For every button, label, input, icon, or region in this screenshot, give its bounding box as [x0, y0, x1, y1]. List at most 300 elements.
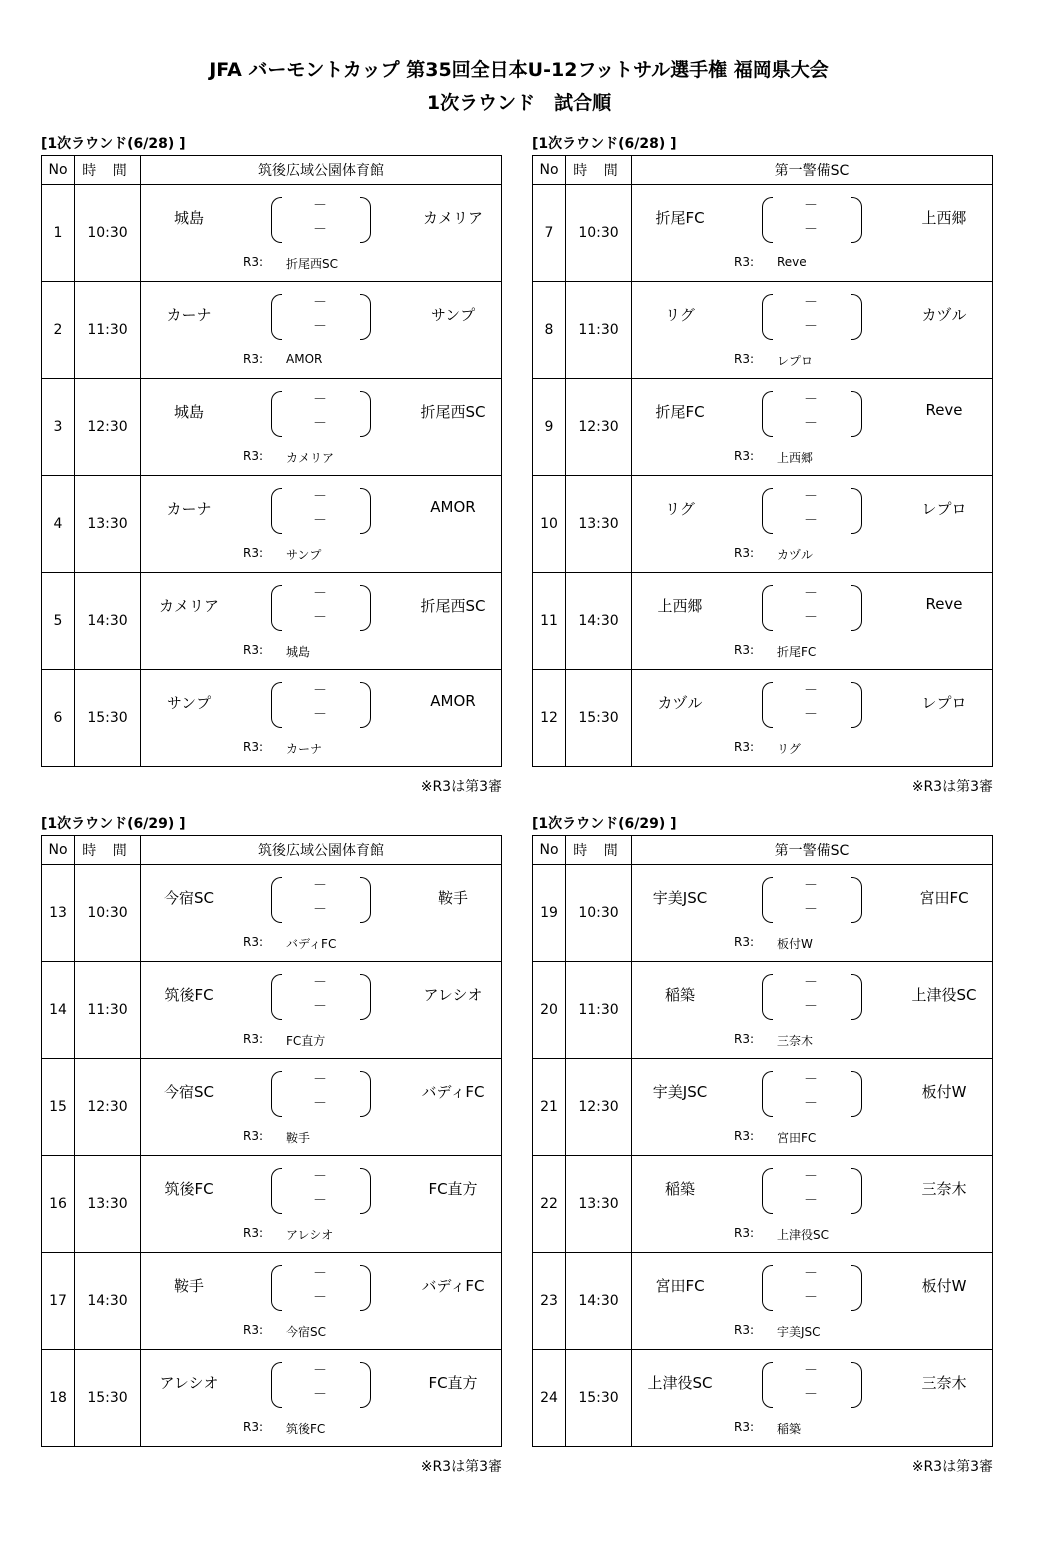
- left-bracket: [271, 877, 282, 923]
- schedule-table: [41, 835, 502, 1447]
- home-score: －: [313, 586, 327, 602]
- r3-label: R3:: [734, 935, 755, 949]
- match-time: 14:30: [75, 1253, 141, 1350]
- r3-label: R3:: [734, 255, 755, 269]
- home-team: 今宿SC: [164, 1083, 214, 1101]
- r3-label: R3:: [243, 740, 264, 754]
- r3-label: R3:: [243, 1032, 264, 1046]
- right-bracket: [360, 1362, 371, 1408]
- col-header-venue: 筑後広域公園体育館: [141, 836, 502, 865]
- third-referee-team: 宇美JSC: [777, 1325, 821, 1339]
- table-row: [42, 1350, 502, 1447]
- table-header-row: [42, 156, 502, 185]
- match-cell: [141, 185, 502, 282]
- third-referee-team: 宮田FC: [777, 1131, 817, 1145]
- table-row: [42, 1156, 502, 1253]
- schedule-block: [532, 813, 993, 1476]
- match-cell: [141, 379, 502, 476]
- match-number: 16: [42, 1156, 75, 1253]
- right-bracket: [851, 974, 862, 1020]
- home-score: －: [313, 878, 327, 894]
- right-bracket: [360, 974, 371, 1020]
- col-header-no: No: [533, 156, 566, 185]
- away-score: －: [804, 416, 818, 432]
- away-team: 宮田FC: [919, 889, 969, 907]
- right-bracket: [851, 1071, 862, 1117]
- col-header-no: No: [42, 836, 75, 865]
- left-bracket: [762, 488, 773, 534]
- away-score: －: [804, 1193, 818, 1209]
- home-team: 鞍手: [173, 1277, 204, 1295]
- home-score: －: [313, 198, 327, 214]
- away-team: カメリア: [422, 209, 483, 227]
- home-score: －: [313, 1072, 327, 1088]
- r3-label: R3:: [734, 643, 755, 657]
- match-time: 15:30: [75, 670, 141, 767]
- table-row: [533, 670, 993, 767]
- home-team: アレシオ: [159, 1374, 219, 1392]
- match-cell: [632, 865, 993, 962]
- left-bracket: [762, 585, 773, 631]
- table-header-row: [42, 836, 502, 865]
- third-referee-team: 鞍手: [286, 1131, 311, 1145]
- home-score: －: [804, 489, 818, 505]
- match-time: 10:30: [75, 865, 141, 962]
- third-referee-team: 板付W: [777, 937, 813, 951]
- match-cell: [632, 1350, 993, 1447]
- match-time: 13:30: [75, 1156, 141, 1253]
- block-header: [1次ラウンド(6/28) ]: [532, 136, 677, 152]
- block-header: [1次ラウンド(6/28) ]: [41, 136, 186, 152]
- match-time: 14:30: [75, 573, 141, 670]
- match-time: 12:30: [75, 1059, 141, 1156]
- away-team: 三奈木: [921, 1374, 967, 1392]
- match-time: 15:30: [566, 1350, 632, 1447]
- away-team: 板付W: [921, 1083, 967, 1101]
- r3-label: R3:: [734, 352, 755, 366]
- right-bracket: [851, 391, 862, 437]
- right-bracket: [851, 877, 862, 923]
- away-score: －: [804, 999, 818, 1015]
- third-referee-team: AMOR: [286, 352, 323, 366]
- home-score: －: [804, 1363, 818, 1379]
- third-referee-team: Reve: [777, 255, 807, 269]
- table-header-row: [533, 836, 993, 865]
- right-bracket: [360, 877, 371, 923]
- right-bracket: [360, 585, 371, 631]
- left-bracket: [271, 294, 282, 340]
- right-bracket: [360, 1071, 371, 1117]
- third-referee-team: アレシオ: [286, 1228, 334, 1242]
- away-team: AMOR: [430, 692, 476, 710]
- away-team: 三奈木: [921, 1180, 967, 1198]
- r3-label: R3:: [243, 643, 264, 657]
- left-bracket: [762, 974, 773, 1020]
- match-cell: [632, 962, 993, 1059]
- table-row: [42, 865, 502, 962]
- r3-label: R3:: [734, 449, 755, 463]
- left-bracket: [271, 197, 282, 243]
- match-number: 7: [533, 185, 566, 282]
- left-bracket: [271, 1265, 282, 1311]
- away-team: レプロ: [921, 500, 967, 518]
- away-team: 上西郷: [921, 209, 967, 227]
- away-score: －: [313, 610, 327, 626]
- left-bracket: [762, 197, 773, 243]
- away-score: －: [313, 1096, 327, 1112]
- home-team: 筑後FC: [164, 1180, 214, 1198]
- match-number: 3: [42, 379, 75, 476]
- r3-footnote: ※R3は第3審: [420, 779, 502, 795]
- match-number: 20: [533, 962, 566, 1059]
- match-cell: [632, 573, 993, 670]
- r3-label: R3:: [243, 255, 264, 269]
- home-score: －: [804, 1169, 818, 1185]
- third-referee-team: 上津役SC: [777, 1228, 829, 1242]
- away-score: －: [313, 902, 327, 918]
- left-bracket: [271, 488, 282, 534]
- third-referee-team: 稲築: [777, 1422, 802, 1436]
- r3-label: R3:: [734, 740, 755, 754]
- third-referee-team: 今宿SC: [286, 1325, 326, 1339]
- match-number: 21: [533, 1059, 566, 1156]
- table-row: [42, 1253, 502, 1350]
- left-bracket: [762, 682, 773, 728]
- match-cell: [141, 962, 502, 1059]
- r3-footnote: ※R3は第3審: [911, 779, 993, 795]
- third-referee-team: 上西郷: [777, 451, 814, 465]
- left-bracket: [271, 1362, 282, 1408]
- schedule-block: [41, 133, 502, 796]
- match-cell: [141, 1253, 502, 1350]
- home-score: －: [313, 683, 327, 699]
- r3-label: R3:: [734, 1323, 755, 1337]
- home-team: カーナ: [166, 306, 212, 324]
- match-time: 11:30: [75, 962, 141, 1059]
- away-score: －: [804, 610, 818, 626]
- home-score: －: [804, 295, 818, 311]
- away-score: －: [313, 416, 327, 432]
- match-time: 13:30: [566, 476, 632, 573]
- table-row: [533, 573, 993, 670]
- match-number: 18: [42, 1350, 75, 1447]
- third-referee-team: カメリア: [286, 451, 335, 465]
- match-cell: [632, 1059, 993, 1156]
- match-cell: [141, 1350, 502, 1447]
- away-team: カヅル: [921, 306, 967, 324]
- left-bracket: [271, 1168, 282, 1214]
- table-header-row: [533, 156, 993, 185]
- match-cell: [141, 573, 502, 670]
- r3-label: R3:: [243, 935, 264, 949]
- away-team: バディFC: [421, 1277, 485, 1295]
- left-bracket: [271, 974, 282, 1020]
- page-subtitle: 1次ラウンド 試合順: [426, 92, 612, 114]
- match-time: 11:30: [566, 962, 632, 1059]
- match-time: 12:30: [566, 1059, 632, 1156]
- schedule-table: [532, 835, 993, 1447]
- match-cell: [141, 670, 502, 767]
- home-team: 折尾FC: [655, 403, 705, 421]
- match-number: 6: [42, 670, 75, 767]
- match-cell: [632, 379, 993, 476]
- match-number: 15: [42, 1059, 75, 1156]
- away-score: －: [804, 707, 818, 723]
- right-bracket: [851, 1168, 862, 1214]
- home-team: カーナ: [166, 500, 212, 518]
- third-referee-team: カーナ: [286, 742, 323, 756]
- match-time: 14:30: [566, 573, 632, 670]
- r3-label: R3:: [243, 449, 264, 463]
- away-team: アレシオ: [423, 986, 483, 1004]
- r3-label: R3:: [243, 1420, 264, 1434]
- match-time: 13:30: [75, 476, 141, 573]
- r3-footnote: ※R3は第3審: [911, 1459, 993, 1475]
- left-bracket: [762, 391, 773, 437]
- away-score: －: [313, 1387, 327, 1403]
- home-score: －: [804, 198, 818, 214]
- r3-label: R3:: [243, 1129, 264, 1143]
- match-cell: [141, 476, 502, 573]
- away-score: －: [804, 1096, 818, 1112]
- r3-label: R3:: [243, 1323, 264, 1337]
- home-team: 今宿SC: [164, 889, 214, 907]
- match-number: 17: [42, 1253, 75, 1350]
- right-bracket: [360, 1265, 371, 1311]
- home-team: 城島: [173, 209, 204, 227]
- table-row: [533, 1350, 993, 1447]
- home-team: 稲築: [664, 986, 695, 1004]
- match-number: 2: [42, 282, 75, 379]
- right-bracket: [851, 1265, 862, 1311]
- col-header-venue: 筑後広域公園体育館: [141, 156, 502, 185]
- schedule-table: [41, 155, 502, 767]
- right-bracket: [851, 585, 862, 631]
- table-row: [533, 1253, 993, 1350]
- home-team: 上津役SC: [647, 1374, 713, 1392]
- third-referee-team: 折尾FC: [777, 645, 817, 659]
- left-bracket: [762, 1071, 773, 1117]
- page-title: JFA バーモントカップ 第35回全日本U-12フットサル選手権 福岡県大会: [209, 59, 829, 81]
- table-row: [42, 1059, 502, 1156]
- home-team: カヅル: [657, 694, 703, 712]
- match-number: 5: [42, 573, 75, 670]
- away-team: 上津役SC: [911, 986, 977, 1004]
- match-time: 10:30: [75, 185, 141, 282]
- table-row: [533, 379, 993, 476]
- away-score: －: [313, 1290, 327, 1306]
- third-referee-team: FC直方: [286, 1034, 326, 1048]
- match-cell: [141, 865, 502, 962]
- match-number: 4: [42, 476, 75, 573]
- table-row: [42, 476, 502, 573]
- home-score: －: [313, 295, 327, 311]
- right-bracket: [851, 294, 862, 340]
- match-cell: [632, 670, 993, 767]
- home-team: 宮田FC: [655, 1277, 705, 1295]
- right-bracket: [851, 488, 862, 534]
- home-score: －: [804, 975, 818, 991]
- match-number: 14: [42, 962, 75, 1059]
- r3-label: R3:: [243, 1226, 264, 1240]
- match-number: 23: [533, 1253, 566, 1350]
- match-number: 9: [533, 379, 566, 476]
- home-team: 筑後FC: [164, 986, 214, 1004]
- col-header-no: No: [533, 836, 566, 865]
- right-bracket: [851, 197, 862, 243]
- r3-label: R3:: [243, 352, 264, 366]
- home-team: カメリア: [158, 597, 219, 615]
- match-time: 11:30: [75, 282, 141, 379]
- right-bracket: [360, 1168, 371, 1214]
- third-referee-team: 三奈木: [777, 1034, 814, 1048]
- match-number: 8: [533, 282, 566, 379]
- home-team: リグ: [665, 306, 695, 324]
- away-team: 折尾西SC: [420, 403, 486, 421]
- block-header: [1次ラウンド(6/29) ]: [532, 816, 677, 832]
- match-time: 14:30: [566, 1253, 632, 1350]
- schedule-table: [532, 155, 993, 767]
- col-header-no: No: [42, 156, 75, 185]
- away-team: AMOR: [430, 498, 476, 516]
- table-row: [533, 865, 993, 962]
- away-team: 折尾西SC: [420, 597, 486, 615]
- away-team: Reve: [925, 595, 963, 613]
- left-bracket: [762, 877, 773, 923]
- right-bracket: [360, 682, 371, 728]
- right-bracket: [360, 294, 371, 340]
- left-bracket: [762, 1168, 773, 1214]
- r3-label: R3:: [734, 1032, 755, 1046]
- home-score: －: [804, 1266, 818, 1282]
- match-time: 11:30: [566, 282, 632, 379]
- home-team: サンプ: [166, 694, 212, 712]
- away-team: 板付W: [921, 1277, 967, 1295]
- left-bracket: [271, 1071, 282, 1117]
- table-row: [533, 962, 993, 1059]
- home-team: 宇美JSC: [652, 889, 708, 907]
- match-time: 13:30: [566, 1156, 632, 1253]
- away-score: －: [804, 1290, 818, 1306]
- table-row: [533, 282, 993, 379]
- match-cell: [141, 1156, 502, 1253]
- col-header-time: 時 間: [75, 156, 141, 185]
- home-team: 上西郷: [657, 597, 703, 615]
- match-number: 13: [42, 865, 75, 962]
- r3-label: R3:: [734, 1226, 755, 1240]
- away-score: －: [313, 513, 327, 529]
- away-team: Reve: [925, 401, 963, 419]
- away-score: －: [804, 319, 818, 335]
- home-score: －: [313, 1266, 327, 1282]
- match-number: 22: [533, 1156, 566, 1253]
- match-cell: [632, 185, 993, 282]
- away-team: FC直方: [428, 1374, 478, 1392]
- col-header-time: 時 間: [566, 836, 632, 865]
- match-cell: [632, 1156, 993, 1253]
- match-time: 15:30: [566, 670, 632, 767]
- home-score: －: [804, 1072, 818, 1088]
- away-team: レプロ: [921, 694, 967, 712]
- match-number: 10: [533, 476, 566, 573]
- table-row: [42, 282, 502, 379]
- third-referee-team: リグ: [777, 742, 801, 756]
- home-score: －: [313, 975, 327, 991]
- home-team: 折尾FC: [655, 209, 705, 227]
- table-row: [533, 476, 993, 573]
- match-time: 12:30: [75, 379, 141, 476]
- third-referee-team: 折尾西SC: [286, 257, 338, 271]
- third-referee-team: カヅル: [777, 548, 814, 562]
- home-team: 稲築: [664, 1180, 695, 1198]
- left-bracket: [271, 585, 282, 631]
- home-score: －: [313, 1363, 327, 1379]
- third-referee-team: バディFC: [286, 937, 337, 951]
- schedule-block: [532, 133, 993, 796]
- match-cell: [632, 476, 993, 573]
- table-row: [533, 1059, 993, 1156]
- home-score: －: [804, 586, 818, 602]
- home-score: －: [804, 392, 818, 408]
- table-row: [42, 962, 502, 1059]
- r3-label: R3:: [243, 546, 264, 560]
- away-team: サンプ: [430, 306, 476, 324]
- away-score: －: [313, 707, 327, 723]
- away-score: －: [313, 1193, 327, 1209]
- match-number: 19: [533, 865, 566, 962]
- col-header-time: 時 間: [566, 156, 632, 185]
- r3-label: R3:: [734, 1129, 755, 1143]
- match-number: 12: [533, 670, 566, 767]
- away-team: バディFC: [421, 1083, 485, 1101]
- table-row: [42, 185, 502, 282]
- match-number: 24: [533, 1350, 566, 1447]
- home-score: －: [313, 392, 327, 408]
- table-row: [42, 379, 502, 476]
- left-bracket: [271, 391, 282, 437]
- match-cell: [632, 1253, 993, 1350]
- right-bracket: [851, 1362, 862, 1408]
- left-bracket: [762, 294, 773, 340]
- col-header-venue: 第一警備SC: [632, 836, 993, 865]
- schedule-block: [41, 813, 502, 1476]
- table-row: [533, 185, 993, 282]
- table-row: [533, 1156, 993, 1253]
- match-time: 10:30: [566, 185, 632, 282]
- match-cell: [141, 1059, 502, 1156]
- home-score: －: [804, 683, 818, 699]
- home-team: リグ: [665, 500, 695, 518]
- away-score: －: [804, 513, 818, 529]
- right-bracket: [360, 488, 371, 534]
- right-bracket: [851, 682, 862, 728]
- home-score: －: [313, 1169, 327, 1185]
- left-bracket: [271, 682, 282, 728]
- col-header-time: 時 間: [75, 836, 141, 865]
- third-referee-team: 城島: [286, 645, 311, 659]
- match-time: 15:30: [75, 1350, 141, 1447]
- away-score: －: [804, 902, 818, 918]
- third-referee-team: レプロ: [777, 354, 814, 368]
- r3-label: R3:: [734, 1420, 755, 1434]
- match-time: 10:30: [566, 865, 632, 962]
- table-row: [42, 573, 502, 670]
- third-referee-team: サンプ: [286, 548, 322, 562]
- away-team: FC直方: [428, 1180, 478, 1198]
- away-score: －: [804, 1387, 818, 1403]
- match-cell: [632, 282, 993, 379]
- away-score: －: [804, 222, 818, 238]
